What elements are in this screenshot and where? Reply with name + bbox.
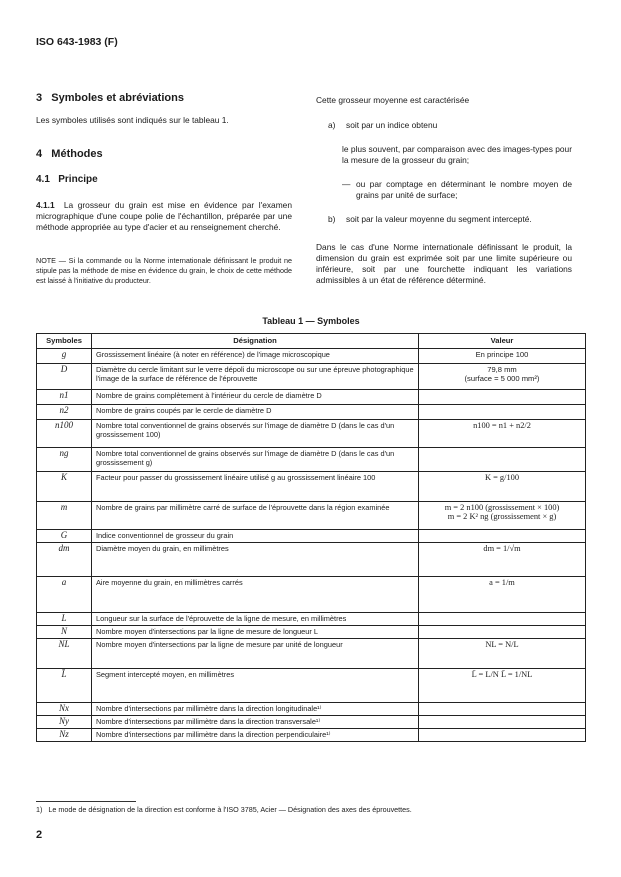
right-intro: Cette grosseur moyenne est caractérisée bbox=[316, 95, 470, 105]
symbol-cell: D bbox=[37, 363, 92, 389]
section-4-heading bbox=[36, 148, 292, 160]
item-a-text: soit par un indice obtenu bbox=[346, 120, 438, 130]
value-line-1: m = 2 n100 (grossissement × 100) bbox=[444, 502, 560, 512]
section-4-title: Méthodes bbox=[51, 148, 103, 160]
table-row bbox=[37, 576, 586, 612]
designation-cell: Nombre moyen d'intersections par la ligne de mesure par unité de longueur bbox=[92, 638, 419, 668]
symbol-cell: $\overline{N}$ bbox=[37, 625, 92, 638]
table-row bbox=[37, 447, 586, 471]
value-cell bbox=[419, 447, 586, 471]
value-cell bbox=[419, 529, 586, 542]
value-cell bbox=[419, 728, 586, 741]
table-row bbox=[37, 612, 586, 625]
footnote-text: Le mode de désignation de la direction est conforme à l'ISO 3785, Acier — Désignation des axes des éprouvettes. bbox=[48, 805, 412, 814]
table-row bbox=[37, 471, 586, 501]
table-row bbox=[37, 542, 586, 576]
value-cell: En principe 100 bbox=[419, 348, 586, 363]
section-3-title: Symboles et abréviations bbox=[51, 92, 184, 104]
symbol-cell: n2 bbox=[37, 404, 92, 419]
table-row bbox=[37, 625, 586, 638]
table-row bbox=[37, 638, 586, 668]
designation-cell: Facteur pour passer du grossissement linéaire utilisé g au grossissement linéaire 100 bbox=[92, 471, 419, 501]
designation-cell: Diamètre du cercle limitant sur le verre dépoli du microscope ou sur une épreuve photographique l'image de la surface de référence de l'éprouvette bbox=[92, 363, 419, 389]
symbol-cell: ng bbox=[37, 447, 92, 471]
item-b-text: soit par la valeur moyenne du segment intercepté. bbox=[346, 214, 532, 224]
symbol-cell: n1 bbox=[37, 389, 92, 404]
designation-cell: Nombre de grains coupés par le cercle de diamètre D bbox=[92, 404, 419, 419]
item-b-label: b) bbox=[328, 214, 336, 224]
symbol-cell: G bbox=[37, 529, 92, 542]
value-line-1: 79,8 mm bbox=[487, 364, 517, 374]
section-3-number: 3 bbox=[36, 92, 43, 104]
designation-cell: Nombre de grains complètement à l'intérieur du cercle de diamètre D bbox=[92, 389, 419, 404]
table-row bbox=[37, 728, 586, 741]
section-3-heading bbox=[36, 92, 292, 104]
symbol-cell: m bbox=[37, 501, 92, 529]
footnote-separator bbox=[36, 801, 136, 802]
right-closing: Dans le cas d'une Norme internationale définissant le produit, la dimension du grain est exprimée soit par une limite supérieure ou inférieure, soit par une fourchette indiquant les variations admissibles à un état de référence déterminé. bbox=[316, 242, 572, 285]
table-row bbox=[37, 702, 586, 715]
section-41-title: Principe bbox=[58, 174, 98, 185]
table-row bbox=[37, 348, 586, 363]
value-cell bbox=[419, 404, 586, 419]
section-41-heading bbox=[36, 174, 292, 185]
designation-cell: Nombre total conventionnel de grains observés sur l'image de diamètre D (dans le cas d'un grossissement 100) bbox=[92, 419, 419, 447]
paragraph-411 bbox=[36, 200, 292, 233]
table-row bbox=[37, 404, 586, 419]
table-row bbox=[37, 363, 586, 389]
value-cell bbox=[419, 702, 586, 715]
symbol-cell: Ny bbox=[37, 715, 92, 728]
paragraph-411-number: 4.1.1 bbox=[36, 200, 55, 210]
symbol-cell: K bbox=[37, 471, 92, 501]
symbol-cell: n100 bbox=[37, 419, 92, 447]
value-cell bbox=[419, 715, 586, 728]
value-line-2: m = 2 K² ng (grossissement × g) bbox=[447, 512, 557, 521]
table-row bbox=[37, 715, 586, 728]
designation-cell: Longueur sur la surface de l'éprouvette de la ligne de mesure, en millimètres bbox=[92, 612, 419, 625]
value-cell: NL = N/L bbox=[419, 638, 586, 668]
symbols-table bbox=[36, 333, 586, 742]
value-cell bbox=[419, 363, 586, 389]
note-text: NOTE — Si la commande ou la Norme internationale définissant le produit ne stipule pas la méthode de mise en évidence du grain, le choix de cette méthode est laissé à l'initiative du producteur. bbox=[36, 256, 292, 285]
value-cell: dm = 1/√m bbox=[419, 542, 586, 576]
col-header-designation: Désignation bbox=[92, 334, 419, 349]
designation-cell: Nombre moyen d'intersections par la ligne de mesure de longueur L bbox=[92, 625, 419, 638]
designation-cell: Nombre de grains par millimètre carré de surface de l'éprouvette dans la région examinée bbox=[92, 501, 419, 529]
footnote bbox=[36, 805, 412, 814]
designation-cell: Nombre d'intersections par millimètre dans la direction perpendiculaire¹⁾ bbox=[92, 728, 419, 741]
symbol-cell: Nz bbox=[37, 728, 92, 741]
table-caption: Tableau 1 — Symboles bbox=[262, 316, 360, 326]
designation-cell: Nombre d'intersections par millimètre dans la direction longitudinale¹⁾ bbox=[92, 702, 419, 715]
symbol-cell: L̄ bbox=[37, 668, 92, 702]
section-3-text: Les symboles utilisés sont indiqués sur le tableau 1. bbox=[36, 115, 229, 125]
section-41-number: 4.1 bbox=[36, 174, 50, 185]
col-header-symbol: Symboles bbox=[37, 334, 92, 349]
designation-cell: Nombre total conventionnel de grains observés sur l'image de diamètre D (dans le cas d'un grossissement g) bbox=[92, 447, 419, 471]
designation-cell: Diamètre moyen du grain, en millimètres bbox=[92, 542, 419, 576]
document-header: ISO 643-1983 (F) bbox=[36, 36, 118, 48]
table-row bbox=[37, 419, 586, 447]
symbol-cell: L bbox=[37, 612, 92, 625]
col-header-value: Valeur bbox=[419, 334, 586, 349]
item-a-label: a) bbox=[328, 120, 336, 130]
section-4-number: 4 bbox=[36, 148, 43, 160]
value-cell bbox=[419, 625, 586, 638]
symbol-cell: g bbox=[37, 348, 92, 363]
item-a-sub2: ou par comptage en déterminant le nombre moyen de grains par unité de surface; bbox=[356, 179, 572, 200]
table-row bbox=[37, 389, 586, 404]
value-cell: n100 = n1 + n2/2 bbox=[419, 419, 586, 447]
value-cell: a = 1/m bbox=[419, 576, 586, 612]
paragraph-411-text: La grosseur du grain est mise en évidence par l'examen micrographique d'une coupe polie de l'échantillon, préparée par une méthode appropriée au type d'acier et au renseignement cherché. bbox=[36, 200, 293, 232]
designation-cell: Segment intercepté moyen, en millimètres bbox=[92, 668, 419, 702]
designation-cell: Grossissement linéaire (à noter en référence) de l'image microscopique bbox=[92, 348, 419, 363]
value-cell bbox=[419, 612, 586, 625]
symbol-cell: dm bbox=[37, 542, 92, 576]
designation-cell: Nombre d'intersections par millimètre dans la direction transversale¹⁾ bbox=[92, 715, 419, 728]
value-cell bbox=[419, 501, 586, 529]
table-row bbox=[37, 668, 586, 702]
symbol-cell: a bbox=[37, 576, 92, 612]
symbol-cell: $\overline{NL}$ bbox=[37, 638, 92, 668]
designation-cell: Aire moyenne du grain, en millimètres carrés bbox=[92, 576, 419, 612]
footnote-mark: 1) bbox=[36, 805, 43, 814]
table-row bbox=[37, 529, 586, 542]
value-cell: K = g/100 bbox=[419, 471, 586, 501]
designation-cell: Indice conventionnel de grosseur du grain bbox=[92, 529, 419, 542]
page-number: 2 bbox=[36, 829, 43, 841]
table-row bbox=[37, 501, 586, 529]
symbol-cell: Nx bbox=[37, 702, 92, 715]
value-cell: L̄ = L/N L̄ = 1/NL bbox=[419, 668, 586, 702]
table-header-row bbox=[37, 334, 586, 349]
item-a-sub2-dash: — bbox=[342, 179, 351, 189]
value-cell bbox=[419, 389, 586, 404]
value-line-2: (surface = 5 000 mm²) bbox=[464, 374, 540, 383]
item-a-sub1: le plus souvent, par comparaison avec des images-types pour la mesure de la grosseur du grain; bbox=[342, 144, 572, 165]
